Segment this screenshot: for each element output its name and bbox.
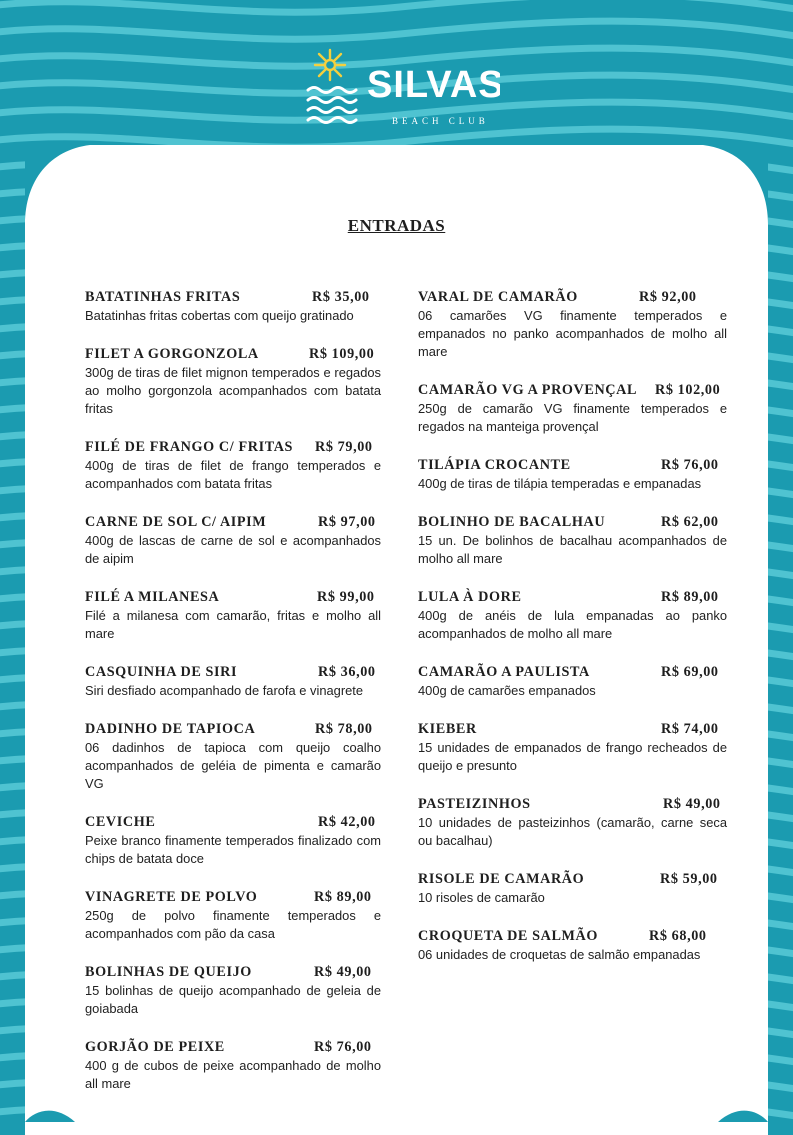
menu-item	[418, 456, 727, 493]
menu-item-name: LULA À DORE	[418, 589, 522, 605]
menu-item-description: 15 un. De bolinhos de bacalhau acompanhados de molho all mare	[418, 533, 727, 566]
menu-item-description: Batatinhas fritas cobertas com queijo gratinado	[85, 308, 354, 323]
menu-item-price: R$ 62,00	[661, 514, 719, 530]
menu-item-price: R$ 69,00	[661, 664, 719, 680]
menu-item-name: FILET A GORGONZOLA	[85, 346, 259, 362]
menu-item-description: 10 unidades de pasteizinhos (camarão, carne seca ou bacalhau)	[418, 815, 727, 848]
menu-item-header	[85, 888, 381, 907]
menu-item-price: R$ 76,00	[314, 1039, 372, 1055]
brand-tagline: BEACH CLUB	[392, 116, 489, 126]
menu-item-header	[418, 381, 727, 400]
menu-item-header	[85, 813, 381, 832]
menu-item	[418, 870, 727, 907]
menu-item-header	[418, 795, 727, 814]
menu-item-name: CASQUINHA DE SIRI	[85, 664, 238, 680]
menu-item-price: R$ 74,00	[661, 721, 719, 737]
menu-item-header	[418, 720, 727, 739]
brand-name: SILVAS	[367, 64, 500, 106]
menu-item-name: RISOLE DE CAMARÃO	[418, 871, 585, 887]
menu-item-description: Filé a milanesa com camarão, fritas e molho all mare	[85, 608, 381, 641]
menu-item-header	[85, 513, 381, 532]
menu-item-name: CAMARÃO VG A PROVENÇAL	[418, 382, 638, 398]
menu-item-description: 400g de lascas de carne de sol e acompanhados de aipim	[85, 533, 381, 566]
menu-item-price: R$ 89,00	[314, 889, 372, 905]
menu-item	[85, 888, 381, 943]
menu-item-name: FILÉ DE FRANGO C/ FRITAS	[85, 439, 294, 455]
menu-item-price: R$ 99,00	[317, 589, 375, 605]
menu-item	[418, 381, 727, 436]
menu-item-name: CARNE DE SOL C/ AIPIM	[85, 514, 267, 530]
menu-item-header	[418, 870, 727, 889]
menu-item-description: 400g de camarões empanados	[418, 683, 596, 698]
menu-column-right	[418, 288, 727, 984]
menu-item-price: R$ 89,00	[661, 589, 719, 605]
menu-item	[418, 663, 727, 700]
menu-item	[85, 720, 381, 793]
menu-item-name: BOLINHAS DE QUEIJO	[85, 964, 252, 980]
menu-column-left	[85, 288, 381, 1113]
menu-item-header	[85, 438, 381, 457]
menu-item-price: R$ 78,00	[315, 721, 373, 737]
menu-item-price: R$ 102,00	[655, 382, 721, 398]
menu-item-price: R$ 49,00	[314, 964, 372, 980]
menu-item-description: 400g de anéis de lula empanadas ao panko acompanhados de molho all mare	[418, 608, 727, 641]
menu-item-name: GORJÃO DE PEIXE	[85, 1039, 225, 1055]
menu-item-description: Siri desfiado acompanhado de farofa e vinagrete	[85, 683, 364, 698]
menu-item-header	[85, 588, 381, 607]
menu-item-price: R$ 42,00	[318, 814, 376, 830]
menu-item-header	[418, 456, 727, 475]
menu-item-price: R$ 59,00	[660, 871, 718, 887]
menu-item	[85, 288, 381, 325]
menu-item-name: BATATINHAS FRITAS	[85, 289, 241, 305]
menu-item-price: R$ 92,00	[639, 289, 697, 305]
menu-item-description: 400g de tiras de tilápia temperadas e empanadas	[418, 476, 702, 491]
menu-item	[85, 588, 381, 643]
menu-item-header	[418, 513, 727, 532]
menu-item	[85, 438, 381, 493]
menu-item-description: 10 risoles de camarão	[418, 890, 545, 905]
menu-item-price: R$ 35,00	[312, 289, 370, 305]
menu-item-description: 400 g de cubos de peixe acompanhado de molho all mare	[85, 1058, 381, 1091]
menu-item-price: R$ 36,00	[318, 664, 376, 680]
menu-item-price: R$ 109,00	[309, 346, 375, 362]
menu-item-header	[85, 288, 381, 307]
menu-item-name: CEVICHE	[85, 814, 156, 830]
menu-item-header	[418, 663, 727, 682]
menu-item	[418, 927, 727, 964]
menu-item-name: TILÁPIA CROCANTE	[418, 457, 571, 473]
menu-item-name: FILÉ A MILANESA	[85, 589, 220, 605]
menu-item-description: 250g de camarão VG finamente temperados e regados na manteiga provençal	[418, 401, 727, 434]
menu-item	[418, 513, 727, 568]
menu-item	[85, 345, 381, 418]
menu-item-header	[85, 1038, 381, 1057]
menu-item	[85, 663, 381, 700]
menu-item-header	[85, 663, 381, 682]
menu-item	[85, 513, 381, 568]
menu-item-description: 06 camarões VG finamente temperados e empanados no panko acompanhados de molho all mare	[418, 308, 727, 359]
menu-item-header	[85, 963, 381, 982]
menu-item-price: R$ 97,00	[318, 514, 376, 530]
menu-item-name: VARAL DE CAMARÃO	[418, 289, 578, 305]
menu-item-header	[418, 927, 727, 946]
menu-item-header	[418, 288, 727, 307]
menu-item-description: 06 dadinhos de tapioca com queijo coalho acompanhados de geléia de pimenta e camarão VG	[85, 740, 381, 791]
menu-item-description: 06 unidades de croquetas de salmão empanadas	[418, 947, 701, 962]
menu-item	[85, 813, 381, 868]
menu-item-price: R$ 49,00	[663, 796, 721, 812]
menu-item	[418, 720, 727, 775]
menu-item-name: DADINHO DE TAPIOCA	[85, 721, 256, 737]
menu-item-description: Peixe branco finamente temperados finalizado com chips de batata doce	[85, 833, 381, 866]
menu-item-description: 15 bolinhas de queijo acompanhado de geleia de goiabada	[85, 983, 381, 1016]
menu-item-name: CAMARÃO A PAULISTA	[418, 664, 590, 680]
menu-item	[418, 795, 727, 850]
menu-item-description: 250g de polvo finamente temperados e acompanhados com pão da casa	[85, 908, 381, 941]
menu-item-header	[85, 345, 381, 364]
menu-item	[418, 588, 727, 643]
menu-item	[85, 963, 381, 1018]
menu-item-name: VINAGRETE DE POLVO	[85, 889, 258, 905]
menu-item-price: R$ 68,00	[649, 928, 707, 944]
menu-item-name: BOLINHO DE BACALHAU	[418, 514, 606, 530]
menu-item-description: 15 unidades de empanados de frango recheados de queijo e presunto	[418, 740, 727, 773]
menu-item-name: PASTEIZINHOS	[418, 796, 531, 812]
menu-item-header	[85, 720, 381, 739]
menu-item	[85, 1038, 381, 1093]
menu-item-name: CROQUETA DE SALMÃO	[418, 928, 599, 944]
menu-item-description: 300g de tiras de filet mignon temperados e regados ao molho gorgonzola acompanhados com batata fritas	[85, 365, 381, 416]
menu-item-name: KIEBER	[418, 721, 477, 737]
menu-item-price: R$ 76,00	[661, 457, 719, 473]
menu-item-header	[418, 588, 727, 607]
section-title: ENTRADAS	[347, 216, 446, 235]
menu-item	[418, 288, 727, 361]
menu-item-description: 400g de tiras de filet de frango temperados e acompanhados com batata fritas	[85, 458, 381, 491]
menu-item-price: R$ 79,00	[315, 439, 373, 455]
